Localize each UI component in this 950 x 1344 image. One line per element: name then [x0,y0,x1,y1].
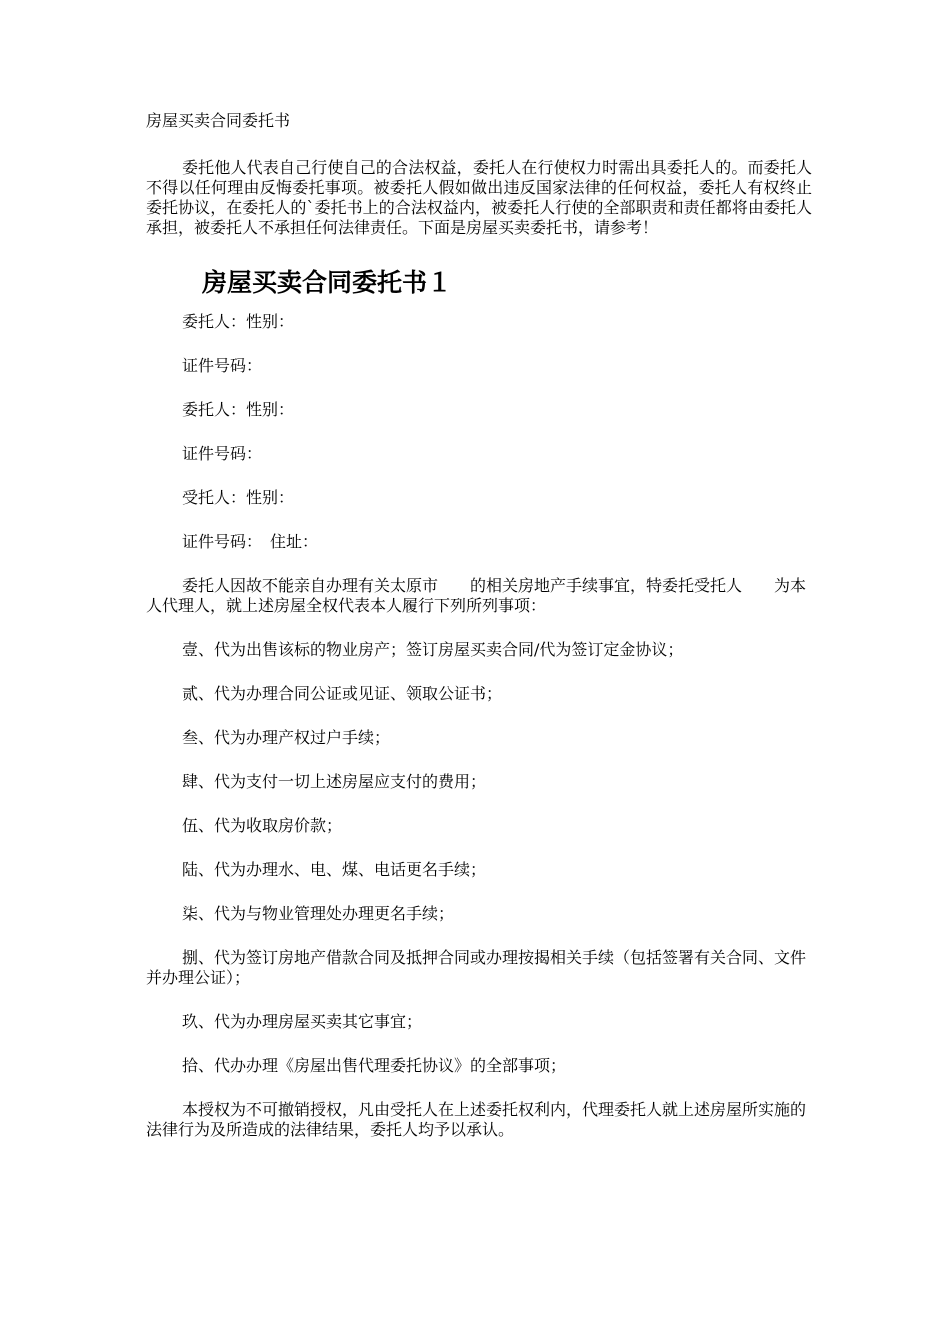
document-page [146,110,812,1164]
paragraph-principal-1: 委托人：性别： [182,312,295,331]
document-title: 房屋买卖合同委托书 [146,111,291,130]
paragraph-item-3: 叁、代为办理产权过户手续； [182,728,391,747]
paragraph-item-6: 陆、代为办理水、电、煤、电话更名手续； [182,860,487,879]
paragraph-item-7: 柒、代为与物业管理处办理更名手续； [182,904,455,923]
paragraph-item-4: 肆、代为支付一切上述房屋应支付的费用； [182,772,487,791]
paragraph-irrevocable-clause: 本授权为不可撤销授权，凡由受托人在上述委托权利内，代理委托人就上述房屋所实施的法律行为及所造成的法律结果，委托人均予以承认。 [146,1100,807,1139]
paragraph-item-5: 伍、代为收取房价款； [182,816,343,835]
paragraph-agent: 受托人：性别： [182,488,295,507]
paragraph-authorization-statement: 委托人因故不能亲自办理有关太原市 的相关房地产手续事宜，特委托受托人 为本人代理人，就上述房屋全权代表本人履行下列所列事项： [146,576,807,615]
paragraph-item-2: 贰、代为办理合同公证或见证、领取公证书； [182,684,503,703]
paragraph-item-1: 壹、代为出售该标的物业房产；签订房屋买卖合同/代为签订定金协议； [182,640,684,659]
paragraph-agent-id-address: 证件号码： 住址： [182,532,319,551]
intro-paragraph: 委托他人代表自己行使自己的合法权益，委托人在行使权力时需出具委托人的。而委托人不得以任何理由反悔委托事项。被委托人假如做出违反国家法律的任何权益，委托人有权终止委托协议，在委托人的`委托书上的合法权益内，被委托人行使的全部职责和责任都将由委托人承担，被委托人不承担任何法律责任。下面是房屋买卖委托书，请参考！ [146,158,812,237]
paragraph-item-10: 拾、代办办理《房屋出售代理委托协议》的全部事项； [182,1056,567,1075]
paragraph-id-number-1: 证件号码： [182,356,263,375]
paragraph-principal-2: 委托人：性别： [182,400,295,419]
section-heading: 房屋买卖合同委托书１ [202,268,453,297]
paragraph-id-number-2: 证件号码： [182,444,263,463]
paragraph-item-9: 玖、代为办理房屋买卖其它事宜； [182,1012,423,1031]
paragraph-item-8: 捌、代为签订房地产借款合同及抵押合同或办理按揭相关手续（包括签署有关合同、文件并办理公证）； [146,948,807,987]
